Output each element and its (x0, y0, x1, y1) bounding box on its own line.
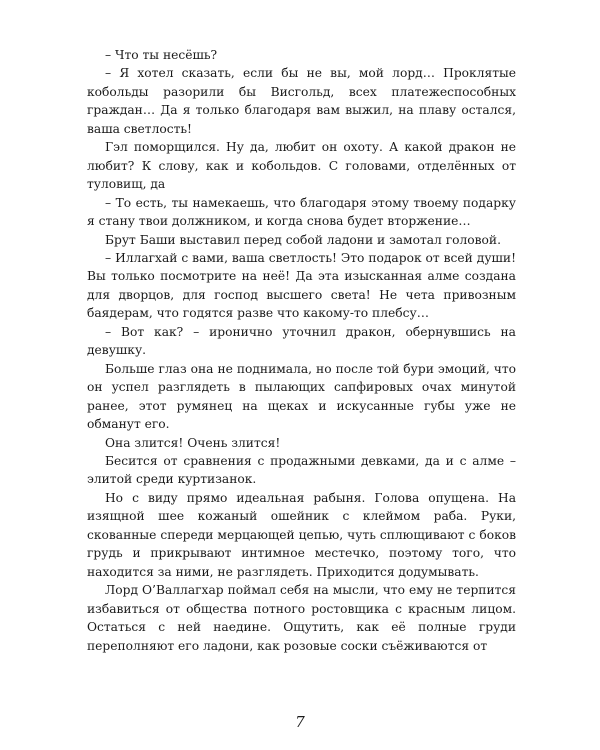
paragraph-7: – Вот как? – иронично уточнил дракон, обернувшись на девушку. (87, 324, 516, 358)
paragraph-1: – Что ты несёшь? (105, 48, 218, 62)
paragraph-5: Брут Баши выставил перед собой ладони и замотал головой. (105, 232, 501, 247)
paragraph-6: – Иллагхай с вами, ваша светлость! Это подарок от всей души! Вы только посмотрите на неё! Да эта изысканная алме создана для дворцов, для господ высшего света! Не чета привозным баядерам, что годятся разве что какому-то плебсу… (87, 250, 516, 321)
page-number: 7 (295, 713, 305, 731)
paragraph-11: Но с виду прямо идеальная рабыня. Голова опущена. На изящной шее кожаный ошейник с клеймом раба. Руки, скованные спереди мерцающей цепью, чуть сплющивают с боков грудь и прикрывают интимное местечко, поэтому того, что находится за ними, не разглядеть. Приходится додумывать. (87, 490, 516, 579)
paragraph-8: Больше глаз она не поднимала, но после той бури эмоций, что он успел разглядеть в пылающих сапфировых очах минутой ранее, этот румянец на щеках и искусанные губы уже не обманут его. (87, 361, 516, 432)
paragraph-4: – То есть, ты намекаешь, что благодаря этому твоему подарку я стану твои должником, и когда снова будет вторжение… (87, 195, 516, 229)
body-text (87, 46, 516, 655)
paragraph-12: Лорд О’Валлагхар поймал себя на мысли, что ему не терпится избавиться от общества потного ростовщика с красным лицом. Остаться с ней наедине. Ощутить, как её полные груди переполняют его ладони, как розовые соски съёживаются от (87, 583, 516, 653)
paragraph-10: Бесится от сравнения с продажными девками, да и с алме – элитой среди куртизанок. (87, 453, 516, 487)
paragraph-3: Гэл поморщился. Ну да, любит он охоту. А какой дракон не любит? К слову, как и кобольдов. С головами, отделённых от туловищ, да (87, 140, 516, 192)
paragraph-9: Она злится! Очень злится! (105, 435, 281, 450)
paragraph-2: – Я хотел сказать, если бы не вы, мой лорд… Проклятые кобольды разорили бы Висгольд, всех платежеспособных граждан… Да я только благодаря вам выжил, на плаву остался, ваша светлость! (87, 66, 516, 136)
